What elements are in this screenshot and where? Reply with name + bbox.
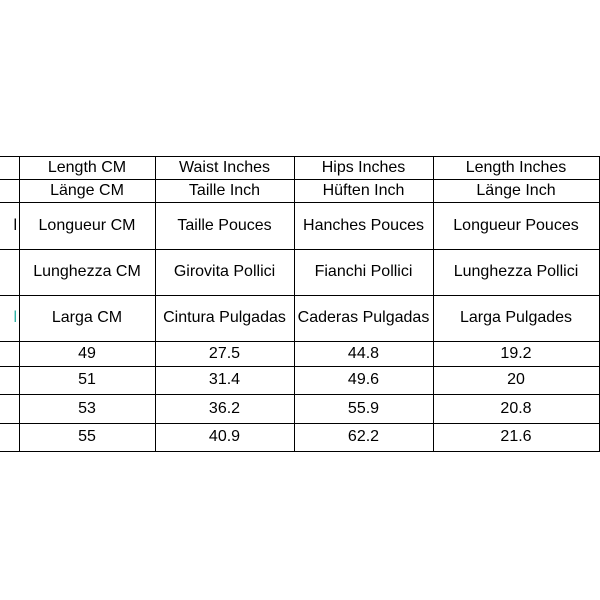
header-cell: Taille Inch <box>188 181 261 199</box>
table-cell: 20.8 <box>500 399 532 417</box>
header-cell: Hips Inches <box>321 158 406 176</box>
header-cell: Lunghezza Pollici <box>453 263 579 280</box>
table-cell: 21.6 <box>500 428 532 445</box>
header-cell: Longueur Pouces <box>453 216 579 234</box>
header-cell: Caderas Pulgadas <box>297 309 430 326</box>
header-cell: Hanches Pouces <box>303 216 424 234</box>
table-cell: 51 <box>78 371 96 388</box>
header-cell: Cintura Pulgadas <box>163 309 286 326</box>
header-cell: Länge CM <box>50 181 124 199</box>
table-cell: 62.2 <box>347 428 380 445</box>
table-cell: 19.2 <box>500 344 532 362</box>
header-cell: Larga CM <box>51 309 123 326</box>
table-cell: 31.4 <box>208 371 241 388</box>
header-cell: Fianchi Pollici <box>314 263 413 280</box>
table-cell: 55.9 <box>347 399 380 417</box>
table-cell: 49.6 <box>347 371 380 388</box>
header-cell: Length Inches <box>465 158 567 176</box>
header-cell: Lunghezza CM <box>33 263 141 280</box>
header-cell: Girovita Pollici <box>173 263 276 280</box>
header-cell: Larga Pulgades <box>459 309 573 326</box>
header-cell: Länge Inch <box>476 181 556 199</box>
left-column-fragment: l <box>13 309 17 326</box>
grid-line <box>0 451 600 452</box>
table-cell: 20 <box>507 371 525 388</box>
table-cell: 49 <box>78 344 96 362</box>
header-cell: Waist Inches <box>179 158 270 176</box>
table-cell: 53 <box>78 399 96 417</box>
header-cell: Taille Pouces <box>177 216 272 234</box>
table-cell: 27.5 <box>208 344 241 362</box>
table-cell: 40.9 <box>208 428 241 445</box>
table-cell: 44.8 <box>347 344 380 362</box>
table-cell: 55 <box>78 428 96 445</box>
header-cell: Length CM <box>47 158 127 176</box>
left-column-fragment: l <box>13 216 17 234</box>
header-cell: Hüften Inch <box>322 181 405 199</box>
table-cell: 36.2 <box>208 399 241 417</box>
header-cell: Longueur CM <box>38 216 136 234</box>
